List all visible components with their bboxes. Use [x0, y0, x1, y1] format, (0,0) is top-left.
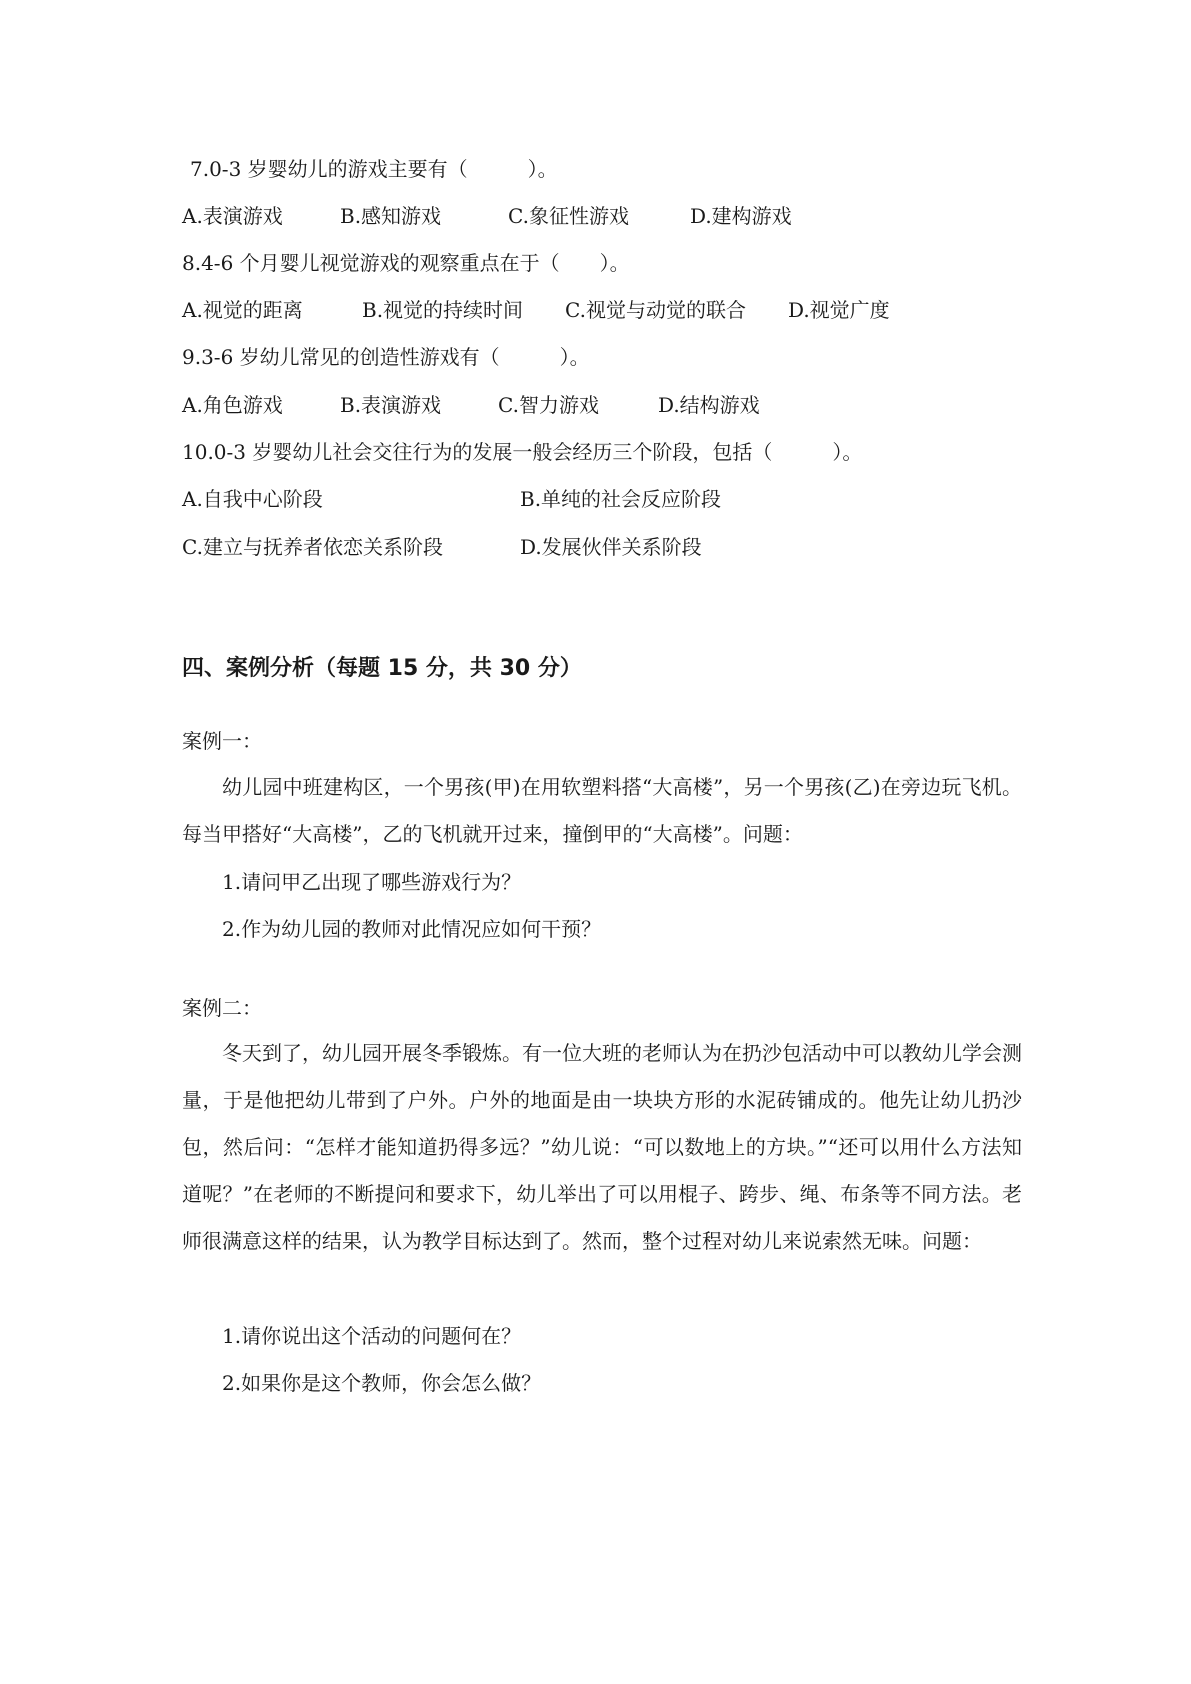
case-2-question-1: 1.请你说出这个活动的问题何在？ [222, 1324, 522, 1348]
case-1-label: 案例一： [182, 729, 262, 753]
q10-option-b: B.单纯的社会反应阶段 [520, 487, 722, 511]
q8-option-d: D.视觉广度 [788, 298, 890, 322]
q10-option-c: C.建立与抚养者依恋关系阶段 [182, 535, 443, 559]
question-7: 7.0-3 岁婴幼儿的游戏主要有（ ）。 [190, 157, 558, 181]
q8-option-c: C.视觉与动觉的联合 [565, 298, 746, 322]
case-1-question-1: 1.请问甲乙出现了哪些游戏行为？ [222, 870, 522, 894]
case-2-paragraph: 冬天到了，幼儿园开展冬季锻炼。有一位大班的老师认为在扔沙包活动中可以教幼儿学会测量，于是他把幼儿带到了户外。户外的地面是由一块块方形的水泥砖铺成的。他先让幼儿扔沙包，然后问：“怎样才能知道扔得多远？”幼儿说：“可以数地上的方块。”“还可以用什么方法知道呢？”在老师的不断提问和要求下，幼儿举出了可以用棍子、跨步、绳、布条等不同方法。老师很满意这样的结果，认为教学目标达到了。然而，整个过程对幼儿来说索然无味。问题： [182, 1041, 1022, 1253]
q10-option-d: D.发展伙伴关系阶段 [520, 535, 702, 559]
q7-option-d: D.建构游戏 [690, 204, 792, 228]
case-2-label: 案例二： [182, 996, 262, 1020]
q9-option-c: C.智力游戏 [498, 393, 599, 417]
q7-option-c: C.象征性游戏 [508, 204, 629, 228]
q9-option-d: D.结构游戏 [658, 393, 760, 417]
q7-option-a: A.表演游戏 [182, 204, 283, 228]
question-8: 8.4-6 个月婴儿视觉游戏的观察重点在于（ ）。 [182, 251, 630, 275]
q8-option-a: A.视觉的距离 [182, 298, 303, 322]
question-10: 10.0-3 岁婴幼儿社会交往行为的发展一般会经历三个阶段，包括（ ）。 [182, 440, 863, 464]
q10-option-a: A.自我中心阶段 [182, 487, 323, 511]
section-heading: 四、案例分析（每题 15 分，共 30 分） [182, 656, 582, 681]
question-9: 9.3-6 岁幼儿常见的创造性游戏有（ ）。 [182, 345, 590, 369]
q8-option-b: B.视觉的持续时间 [362, 298, 524, 322]
case-1-question-2: 2.作为幼儿园的教师对此情况应如何干预？ [222, 917, 602, 941]
q7-option-b: B.感知游戏 [340, 204, 442, 228]
q9-option-a: A.角色游戏 [182, 393, 283, 417]
case-1-paragraph: 幼儿园中班建构区，一个男孩(甲)在用软塑料搭“大高楼”，另一个男孩(乙)在旁边玩飞机。每当甲搭好“大高楼”，乙的飞机就开过来，撞倒甲的“大高楼”。问题： [182, 775, 1022, 846]
q9-option-b: B.表演游戏 [340, 393, 442, 417]
case-2-question-2: 2.如果你是这个教师，你会怎么做？ [222, 1371, 542, 1395]
